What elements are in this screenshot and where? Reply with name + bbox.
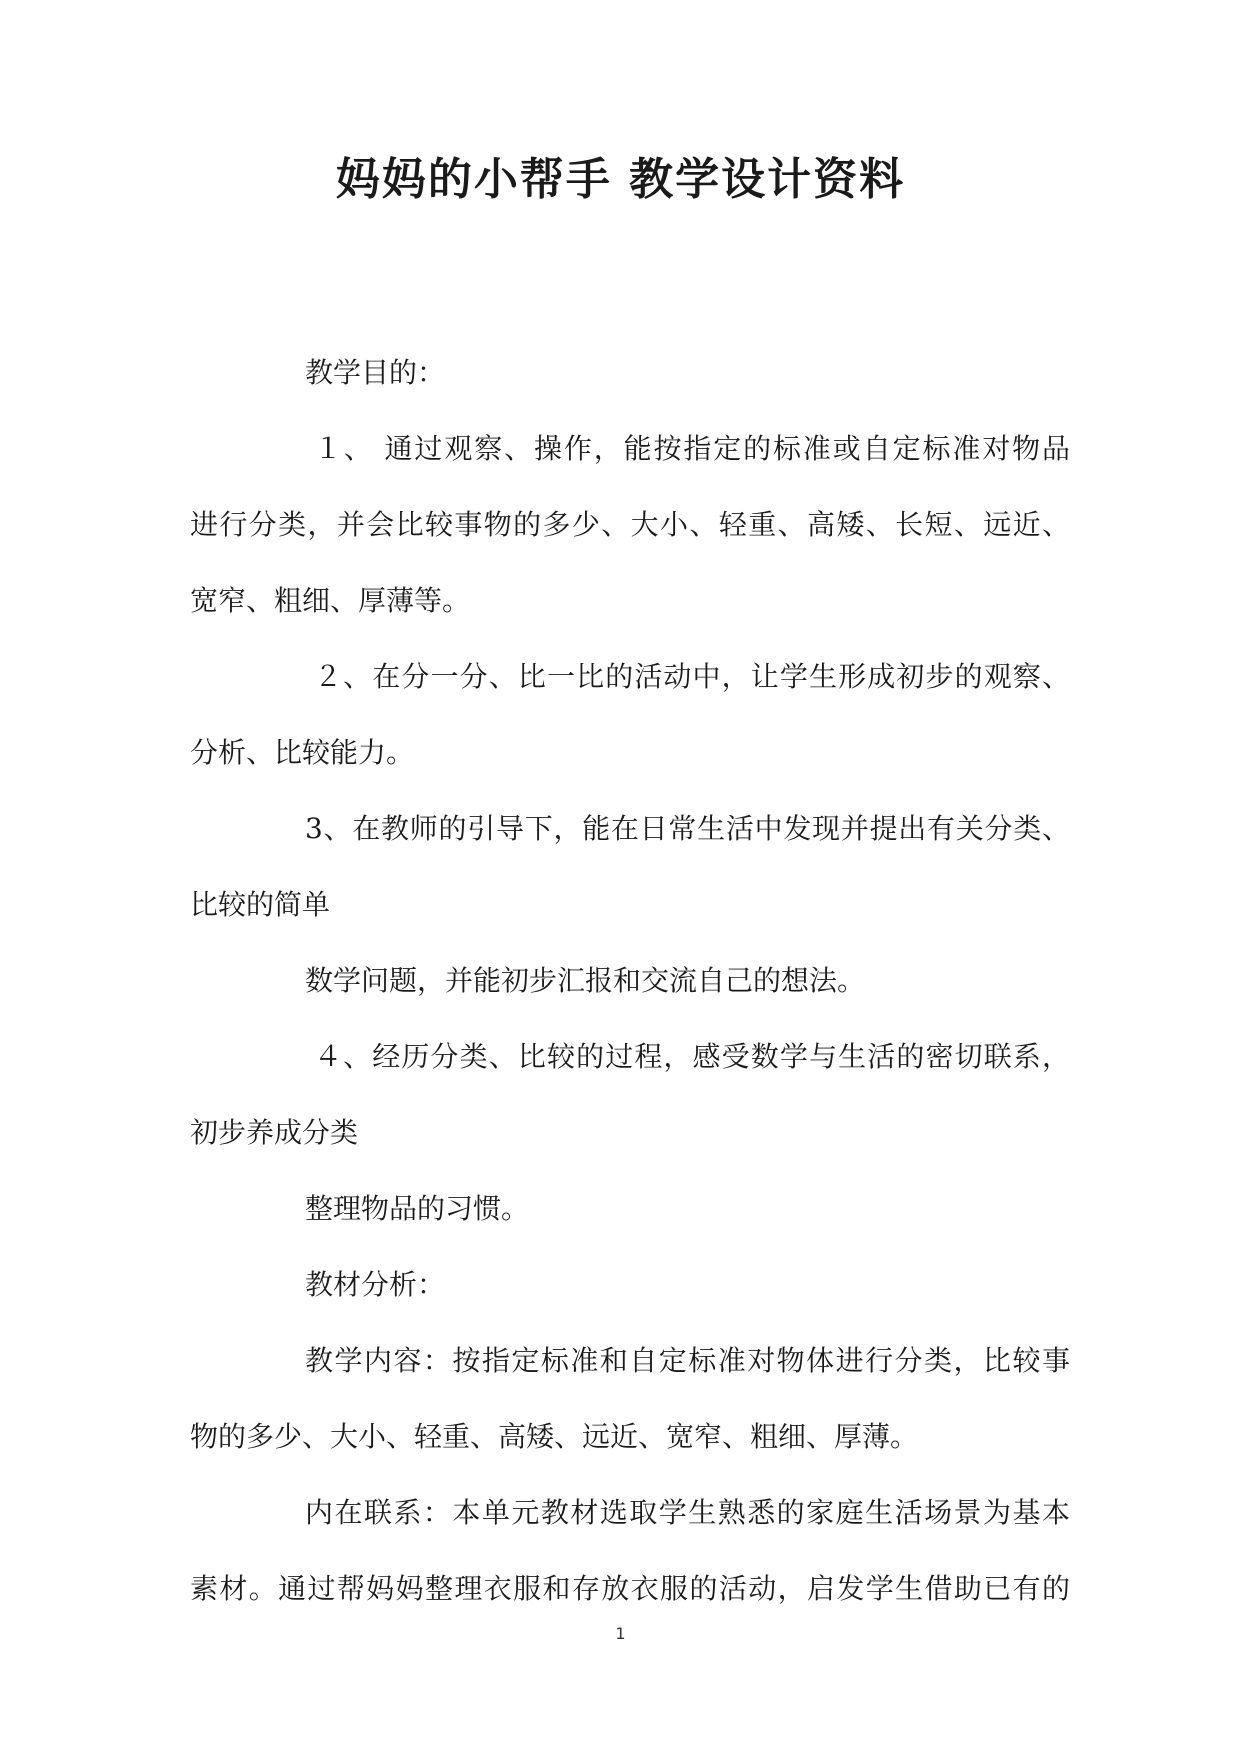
paragraph-line: 素材。通过帮妈妈整理衣服和存放衣服的活动，启发学生借助已有的 [190,1572,1070,1605]
paragraph-line: ４、经历分类、比较的过程，感受数学与生活的密切联系， [314,1040,1070,1073]
page-title: 妈妈的小帮手 教学设计资料 [335,154,906,205]
paragraph-line: 内在联系：本单元教材选取学生熟悉的家庭生活场景为基本 [305,1496,1070,1529]
paragraph-line: 物的多少、大小、轻重、高矮、远近、宽窄、粗细、厚薄。 [190,1420,919,1453]
page-number: 1 [615,1624,626,1643]
paragraph-line: 教学内容：按指定标准和自定标准对物体进行分类，比较事 [305,1344,1070,1377]
paragraph-line: １、 通过观察、操作，能按指定的标准或自定标准对物品 [314,432,1070,465]
paragraph-line: 宽窄、粗细、厚薄等。 [190,584,471,617]
paragraph-line: 整理物品的习惯。 [305,1192,530,1225]
section-heading-objectives: 教学目的： [305,356,446,389]
paragraph-line: 数学问题，并能初步汇报和交流自己的想法。 [305,964,866,997]
paragraph-line: 进行分类，并会比较事物的多少、大小、轻重、高矮、长短、远近、 [190,508,1070,541]
section-heading-materials: 教材分析： [305,1268,446,1301]
paragraph-line: 分析、比较能力。 [190,736,415,769]
paragraph-line: 3、在教师的引导下，能在日常生活中发现并提出有关分类、 [305,812,1070,845]
paragraph-line: ２、在分一分、比一比的活动中，让学生形成初步的观察、 [314,660,1070,693]
paragraph-line: 初步养成分类 [190,1116,359,1149]
document-body [190,335,1070,1627]
paragraph-line: 比较的简单 [190,888,331,921]
